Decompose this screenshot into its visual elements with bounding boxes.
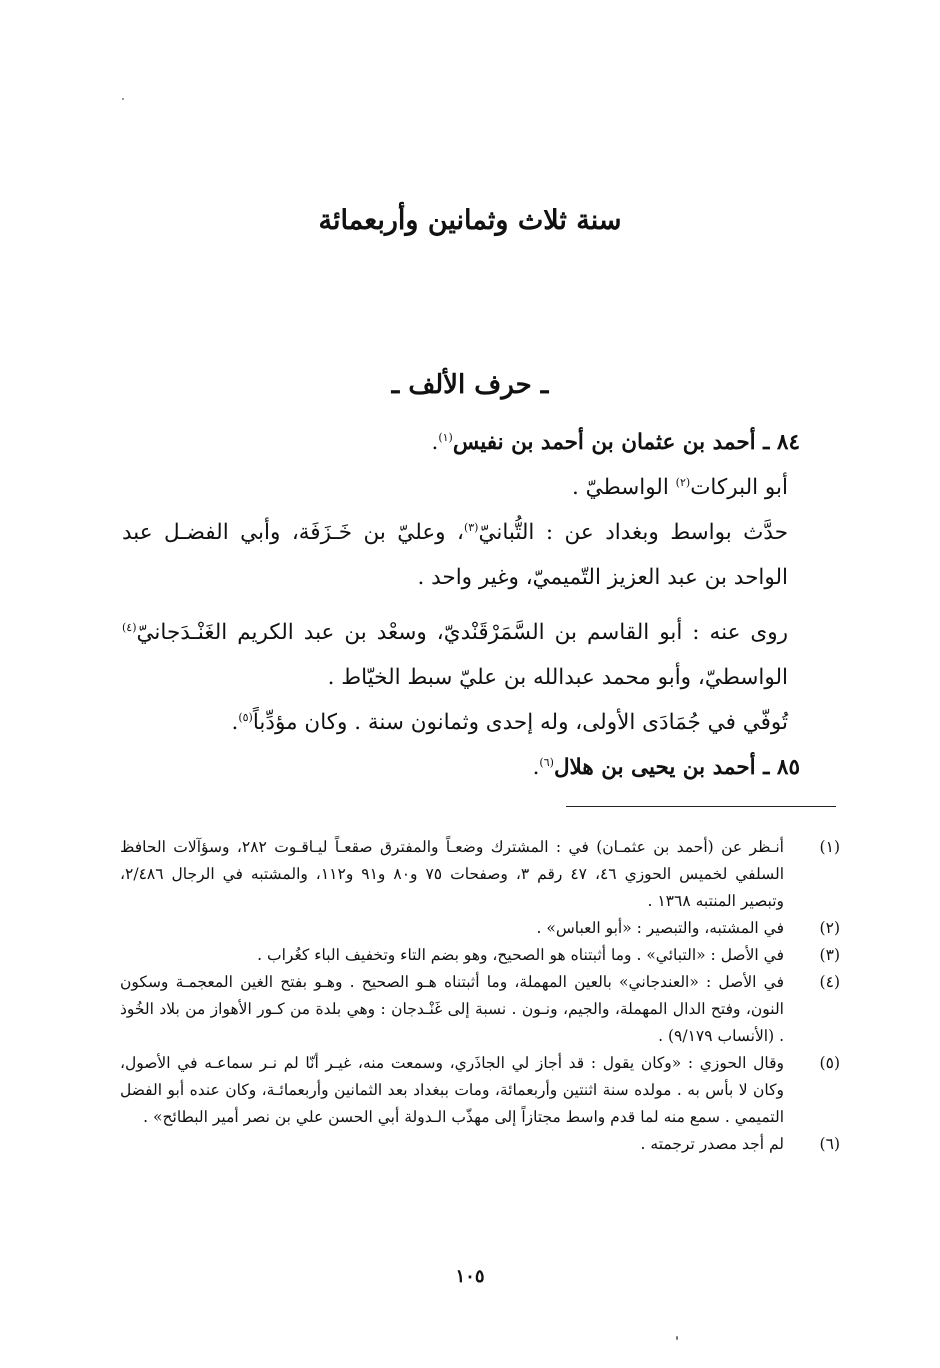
footnote-number: (٣)	[819, 946, 840, 964]
footnote-3	[120, 942, 840, 969]
year-title: سنة ثلاث وثمانين وأربعمائة	[318, 205, 622, 236]
entry-85-period: .	[532, 755, 540, 780]
footnote-1	[120, 834, 840, 915]
page-number: ١٠٥	[455, 1266, 485, 1287]
death-period: .	[231, 710, 239, 735]
footnote-number: (٢)	[819, 919, 840, 937]
footnote-4	[120, 969, 840, 1050]
entry-84-heading	[122, 420, 836, 465]
teachers-text-end: ، وعليّ بن خَـزَفَة، وأبي الفضـل عبد الواحد بن عبد العزيز التّميميّ، وغير واحد .	[122, 520, 788, 590]
entry-84-period: .	[431, 430, 439, 455]
narrators-text-end: الواسطيّ، وأبو محمد عبدالله بن عليّ سبط الخيّاط .	[327, 665, 788, 690]
entry-84-kunya	[122, 465, 836, 510]
footnote-ref-1[interactable]: (١)	[438, 430, 453, 444]
footnote-text: في الأصل : «العندجاني» بالعين المهملة، وما أثبتناه هـو الصحيح . وهـو بفتح الغين المعجمـة وسكون النون، وفتح الدال المهملة، والجيم، ونـون . نسبة إلى غَنْـدجان : وهي بلدة من كـور الأهواز من بلاد الخُوذ . (الأنساب ٩/١٧٩) .	[120, 973, 784, 1045]
narrators-text-start: روى عنه : أبو القاسم بن السَّمَرْقَنْديّ، وسعْد بن عبد الكريم الغَنْـدَجانيّ	[136, 620, 788, 645]
death-text: تُوفّي في جُمَادَى الأولى، وله إحدى وثمانون سنة . وكان مؤدِّباً	[252, 710, 788, 735]
footnote-text: أنـظر عن (أحمد بن عثمـان) في : المشترك وضعـاً والمفترق صقعـاً ليـاقـوت ٢٨٢، وسؤآلات الحافظ السلفي لخميس الحوزي ٤٦، ٤٧ رقم ٣، وصفحات ٧٥ و٨٠ و٩١ و١١٢، والمشتبه في الرجال ٢/٤٨٦، وتبصير المنتبه ١٣٦٨ .	[120, 838, 785, 910]
footnote-number: (١)	[819, 838, 840, 856]
entry-84-narrators	[122, 610, 836, 700]
footnotes	[120, 834, 840, 1158]
footnote-ref-4[interactable]: (٤)	[122, 620, 137, 634]
entry-85-name: ٨٥ ـ أحمد بن يحيى بن هلال	[553, 755, 800, 780]
kunya-text: أبو البركات	[690, 475, 788, 500]
main-text	[122, 420, 836, 790]
kunya-nisba: الواسطيّ .	[571, 475, 676, 500]
scan-speck	[676, 1336, 678, 1340]
footnote-number: (٦)	[819, 1135, 840, 1153]
footnote-number: (٤)	[819, 973, 840, 991]
footnote-ref-5[interactable]: (٥)	[238, 710, 253, 724]
footnote-divider	[566, 806, 836, 807]
footnote-ref-2[interactable]: (٢)	[675, 475, 691, 489]
footnote-5	[120, 1050, 840, 1131]
entry-84-name: ٨٤ ـ أحمد بن عثمان بن أحمد بن نفيس	[452, 430, 800, 455]
footnote-ref-3[interactable]: (٣)	[463, 520, 479, 534]
teachers-text-start: حدَّث بواسط وبغداد عن : التُّبانيّ	[478, 520, 788, 545]
footnote-6	[120, 1131, 840, 1158]
entry-85-heading	[122, 745, 836, 790]
footnote-ref-6[interactable]: (٦)	[539, 755, 554, 769]
scan-speck	[122, 98, 124, 100]
footnote-text: وقال الحوزي : «وكان يقول : قد أجاز لي الجاذَري، وسمعت منه، غيـر أنّا لم نـر سماعـه في الأصول، وكان لا بأس به . مولده سنة اثنتين وأربعمائة، ومات ببغداد بعد الثمانين وأربعمائـة، وكان عنده أبو الفضل التميمي . سمع منه لما قدم واسط مجتازاً إلى مهذّب الـدولة أبي الحسن علي بن نصر أمير البطائح» .	[120, 1054, 784, 1126]
footnote-text: في المشتبه، والتبصير : «أبو العباس» .	[536, 919, 784, 937]
section-title: ـ حرف الألف ـ	[391, 370, 549, 400]
footnote-text: في الأصل : «التبائي» . وما أثبتناه هو الصحيح، وهو بضم التاء وتخفيف الباء كغُراب .	[257, 946, 784, 964]
footnote-number: (٥)	[819, 1054, 840, 1072]
entry-84-death	[122, 700, 836, 745]
footnote-2	[120, 915, 840, 942]
footnote-text: لم أجد مصدر ترجمته .	[640, 1135, 784, 1153]
entry-84-teachers	[122, 510, 836, 600]
